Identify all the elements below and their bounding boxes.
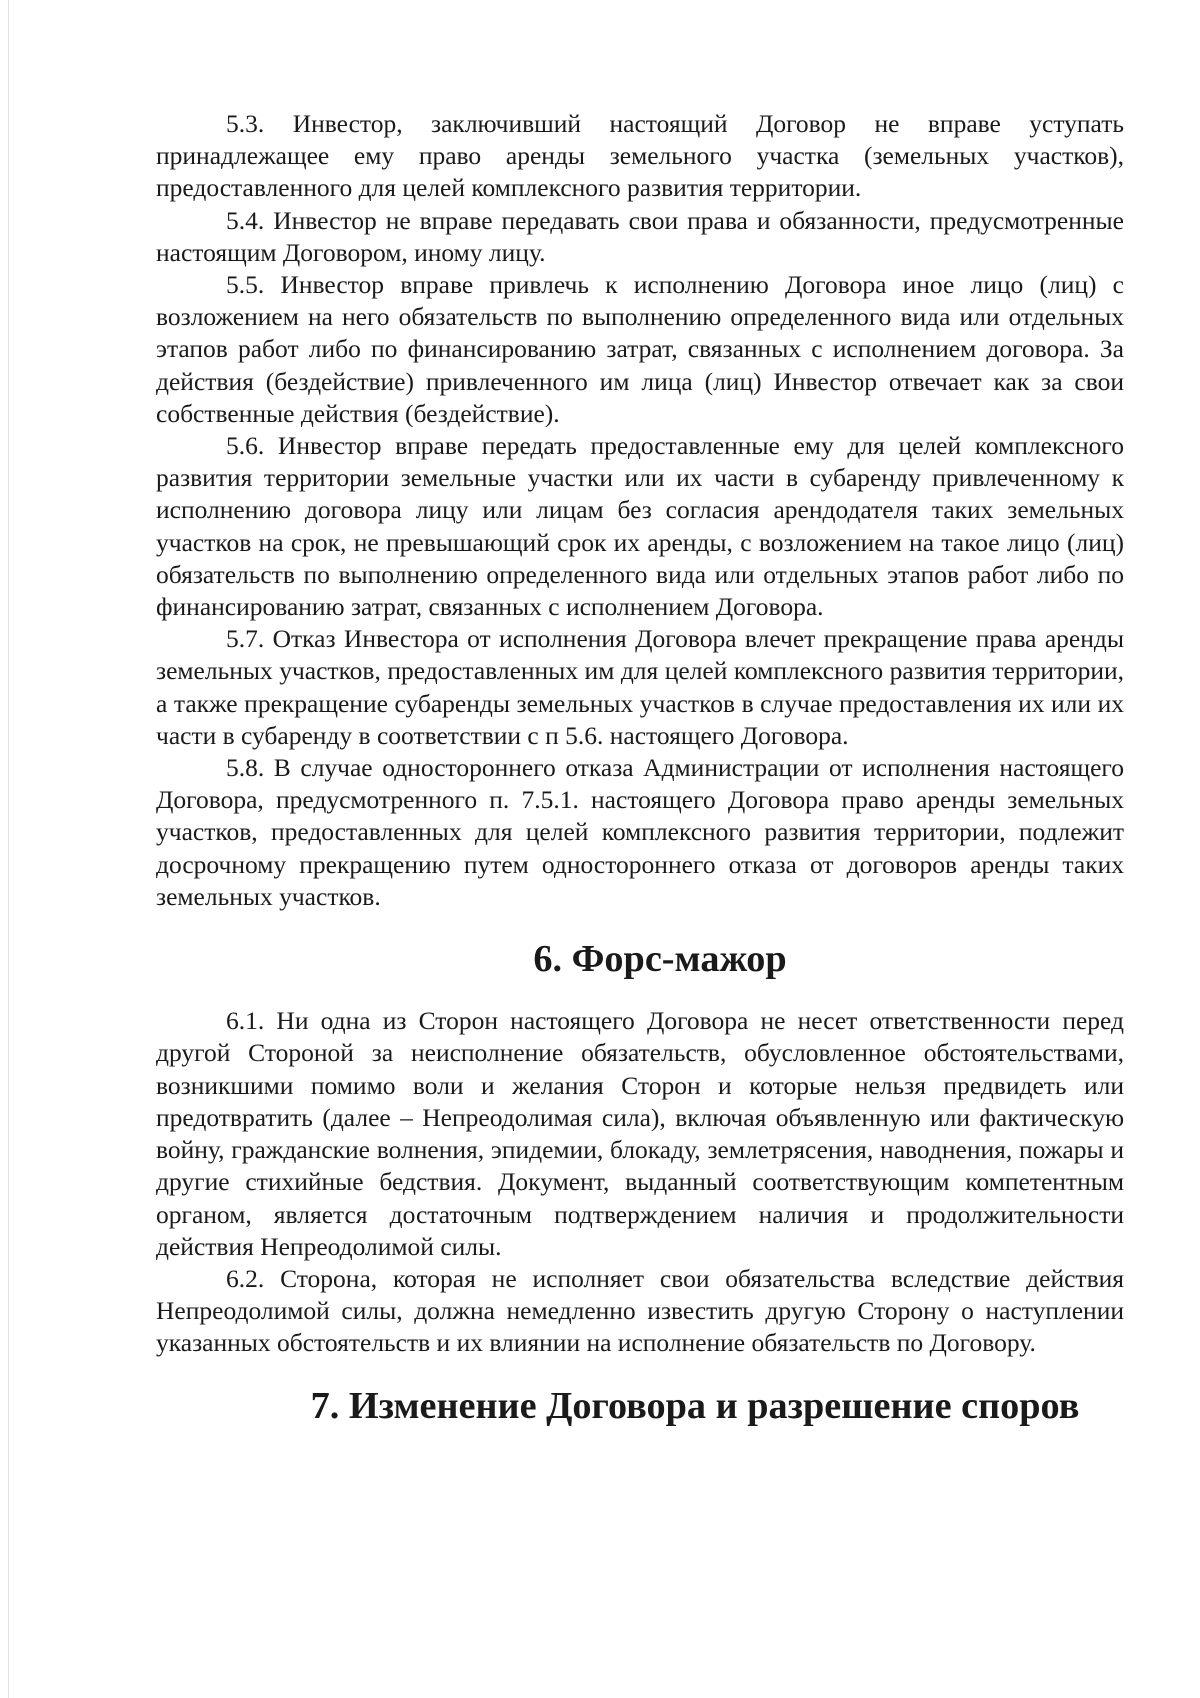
clause-5-5: 5.5. Инвестор вправе привлечь к исполнению Договора иное лицо (лиц) с возложением на него обязательств по выполнению определенного вида или отдельных этапов работ либо по финансированию затрат, связанных с исполнением договора. За действия (бездействие) привлеченного им лица (лиц) Инвестор отвечает как за свои собственные действия (бездействие).: [156, 270, 1124, 428]
document-body: [156, 108, 1124, 1427]
clause-5-4: 5.4. Инвестор не вправе передавать свои права и обязанности, предусмотренные настоящим Договором, иному лицу.: [156, 205, 1124, 267]
section-heading-contract-changes: 7. Изменение Договора и разрешение споров: [310, 1384, 1080, 1427]
clause-5-8: 5.8. В случае одностороннего отказа Администрации от исполнения настоящего Договора, предусмотренного п. 7.5.1. настоящего Договора право аренды земельных участков, предоставленных для целей комплексного развития территории, подлежит досрочному прекращению путем одностороннего отказа от договоров аренды таких земельных участков.: [156, 753, 1124, 911]
section-heading-force-majeure: 6. Форс-мажор: [533, 938, 787, 981]
clause-5-3: 5.3. Инвестор, заключивший настоящий Договор не вправе уступать принадлежащее ему право аренды земельного участка (земельных участков), предоставленного для целей комплексного развития территории.: [156, 109, 1124, 203]
clause-5-6: 5.6. Инвестор вправе передать предоставленные ему для целей комплексного развития территории земельные участки или их части в субаренду привлеченному к исполнению договора лицу или лицам без согласия арендодателя таких земельных участков на срок, не превышающий срок их аренды, с возложением на такое лицо (лиц) обязательств по выполнению определенного вида или отдельных этапов работ либо по финансированию затрат, связанных с исполнением Договора.: [156, 431, 1124, 622]
clause-5-7: 5.7. Отказ Инвестора от исполнения Договора влечет прекращение права аренды земельных участков, предоставленных им для целей комплексного развития территории, а также прекращение субаренды земельных участков в случае предоставления их или их части в субаренду в соответствии с п 5.6. настоящего Договора.: [156, 624, 1124, 750]
clause-6-2: 6.2. Сторона, которая не исполняет свои обязательства вследствие действия Непреодолимой силы, должна немедленно известить другую Сторону о наступлении указанных обстоятельств и их влиянии на исполнение обязательств по Договору.: [156, 1263, 1124, 1358]
clause-6-1: 6.1. Ни одна из Сторон настоящего Договора не несет ответственности перед другой Стороной за неисполнение обязательств, обусловленное обстоятельствами, возникшими помимо воли и желания Сторон и которые нельзя предвидеть или предотвратить (далее – Непреодолимая сила), включая объявленную или фактическую войну, гражданские волнения, эпидемии, блокаду, землетрясения, наводнения, пожары и другие стихийные бедствия. Документ, выданный соответствующим компетентным органом, является достаточным подтверждением наличия и продолжительности действия Непреодолимой силы.: [156, 1006, 1124, 1261]
scan-edge-line: [8, 0, 9, 1698]
